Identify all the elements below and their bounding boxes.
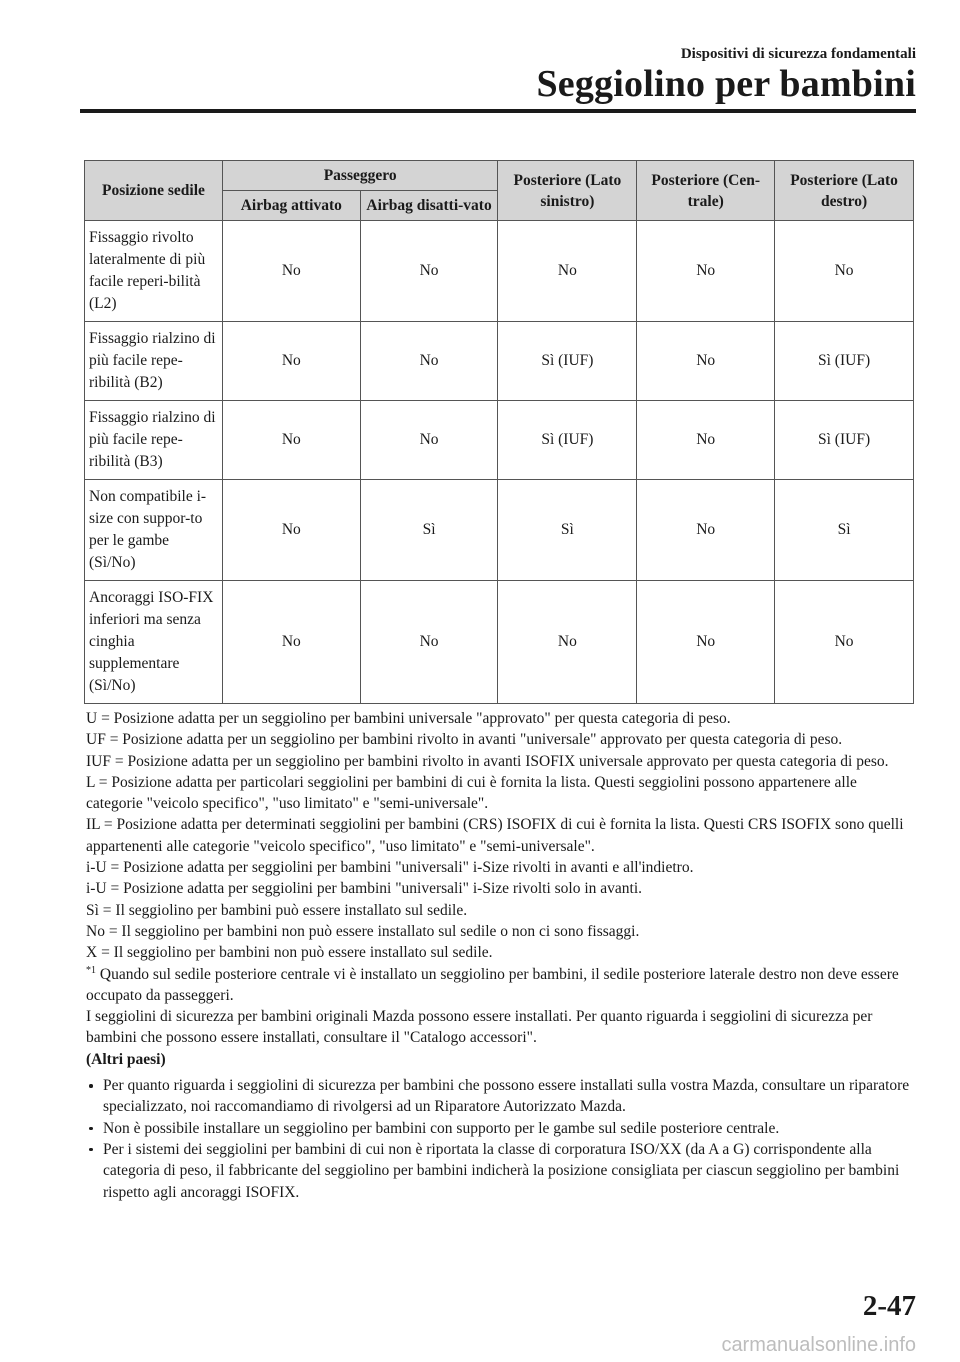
cell-rear-right: Sì (IUF) [775, 322, 914, 401]
header-rear-right: Posteriore (Lato destro) [775, 161, 914, 221]
header-airbag-off: Airbag disatti-vato [360, 191, 498, 221]
cell-rear-center: No [637, 480, 775, 581]
cell-rear-center: No [637, 581, 775, 704]
bullet-text: Per i sistemi dei seggiolini per bambini di cui non è riportata la classe di corporatura ISO/XX (da A a G) corrispondente alla categoria di peso, il fabbricante del seggiolino per bambini indicherà la posizione consigliata per ciascun seggiolino per bambini rispetto agli ancoraggi ISOFIX. [103, 1140, 900, 1201]
bullet-icon [89, 1127, 93, 1131]
bullet-text: Non è possibile installare un seggiolino per bambini con supporto per le gambe sul sedile posteriore centrale. [103, 1119, 780, 1137]
header-rear-left: Posteriore (Lato sinistro) [498, 161, 637, 221]
bullet-icon [89, 1148, 93, 1152]
row-label: Non compatibile i-size con suppor-to per le gambe (Sì/No) [85, 480, 223, 581]
notes-section [86, 708, 916, 1203]
cell-rear-center: No [637, 221, 775, 322]
table-row [85, 322, 914, 401]
row-label: Ancoraggi ISO-FIX inferiori ma senza cinghia supplementare (Sì/No) [85, 581, 223, 704]
cell-airbag-off: No [360, 401, 498, 480]
table-row [85, 480, 914, 581]
cell-airbag-on: No [222, 322, 360, 401]
cell-airbag-on: No [222, 221, 360, 322]
list-item [86, 1139, 916, 1203]
cell-rear-left: No [498, 581, 637, 704]
cell-airbag-off: No [360, 322, 498, 401]
legend-item: IUF = Posizione adatta per un seggiolino per bambini rivolto in avanti ISOFIX universale approvato per questa categoria di peso. [86, 752, 889, 770]
legend-item: Sì = Il seggiolino per bambini può essere installato sul sedile. [86, 901, 468, 919]
watermark: carmanualsonline.info [721, 1334, 916, 1356]
compatibility-table [84, 160, 914, 704]
page-number: 2-47 [862, 1290, 916, 1322]
other-countries-heading: (Altri paesi) [86, 1050, 166, 1068]
cell-airbag-off: No [360, 221, 498, 322]
header-airbag-on: Airbag attivato [222, 191, 360, 221]
footnote-text: Quando sul sedile posteriore centrale vi è installato un seggiolino per bambini, il sedile posteriore laterale destro non deve essere occupato da passeggeri. [86, 965, 899, 1004]
table-row [85, 401, 914, 480]
section-heading: Dispositivi di sicurezza fondamentali [680, 46, 916, 62]
list-item [86, 1118, 916, 1139]
row-label: Fissaggio rialzino di più facile repe-ribilità (B3) [85, 401, 223, 480]
cell-rear-left: No [498, 221, 637, 322]
cell-rear-left: Sì [498, 480, 637, 581]
legend-item: i-U = Posizione adatta per seggiolini per bambini "universali" i-Size rivolti solo in avanti. [86, 880, 643, 898]
cell-airbag-off: No [360, 581, 498, 704]
page-title: Seggiolino per bambini [536, 63, 916, 105]
header-rear-center: Posteriore (Cen-trale) [637, 161, 775, 221]
header-passenger: Passeggero [222, 161, 498, 191]
list-item [86, 1075, 916, 1118]
legend-item: No = Il seggiolino per bambini non può essere installato sul sedile o non ci sono fissaggi. [86, 922, 640, 940]
cell-airbag-on: No [222, 581, 360, 704]
legend-item: X = Il seggiolino per bambini non può essere installato sul sedile. [86, 944, 493, 962]
bullet-text: Per quanto riguarda i seggiolini di sicurezza per bambini che possono essere installati sulla vostra Mazda, consultare un riparatore specializzato, noi raccomandiamo di rivolgersi ad un Riparatore Autorizzato Mazda. [103, 1077, 910, 1116]
legend-item: L = Posizione adatta per particolari seggiolini per bambini di cui è fornita la lista. Questi seggiolini possono appartenere alle categorie "veicolo specifico", "uso limitato" e "semi-universale". [86, 773, 857, 813]
legend-item: U = Posizione adatta per un seggiolino per bambini universale "approvato" per questa categoria di peso. [86, 710, 731, 727]
footnote [86, 964, 916, 1007]
cell-airbag-off: Sì [360, 480, 498, 581]
legend-item: IL = Posizione adatta per determinati seggiolini per bambini (CRS) ISOFIX di cui è fornita la lista. Questi CRS ISOFIX sono quelli appartenenti alle categorie "veicolo specifico", "uso limitato" e "semi-universale". [86, 816, 904, 855]
row-label: Fissaggio rialzino di più facile repe-ribilità (B2) [85, 322, 223, 401]
cell-rear-left: Sì (IUF) [498, 322, 637, 401]
cell-airbag-on: No [222, 480, 360, 581]
row-label: Fissaggio rivolto lateralmente di più facile reperi-bilità (L2) [85, 221, 223, 322]
legend-item: UF = Posizione adatta per un seggiolino per bambini rivolto in avanti "universale" approvato per questa categoria di peso. [86, 731, 843, 749]
cell-rear-right: No [775, 221, 914, 322]
cell-rear-center: No [637, 322, 775, 401]
legend-item: i-U = Posizione adatta per seggiolini per bambini "universali" i-Size rivolti in avanti e all'indietro. [86, 859, 694, 877]
bullet-list [86, 1075, 916, 1203]
cell-rear-right: Sì [775, 480, 914, 581]
footnote-marker: *1 [86, 964, 96, 976]
cell-rear-center: No [637, 401, 775, 480]
table-row [85, 221, 914, 322]
cell-rear-right: Sì (IUF) [775, 401, 914, 480]
bullet-icon [89, 1084, 93, 1088]
cell-rear-left: Sì (IUF) [498, 401, 637, 480]
table-row [85, 581, 914, 704]
cell-rear-right: No [775, 581, 914, 704]
header-position: Posizione sedile [85, 161, 223, 221]
header-divider [80, 109, 916, 113]
cell-airbag-on: No [222, 401, 360, 480]
mazda-note: I seggiolini di sicurezza per bambini originali Mazda possono essere installati. Per quanto riguarda i seggiolini di sicurezza per bambini che possono essere installati, consultare il "Catalogo accessori". [86, 1008, 873, 1047]
